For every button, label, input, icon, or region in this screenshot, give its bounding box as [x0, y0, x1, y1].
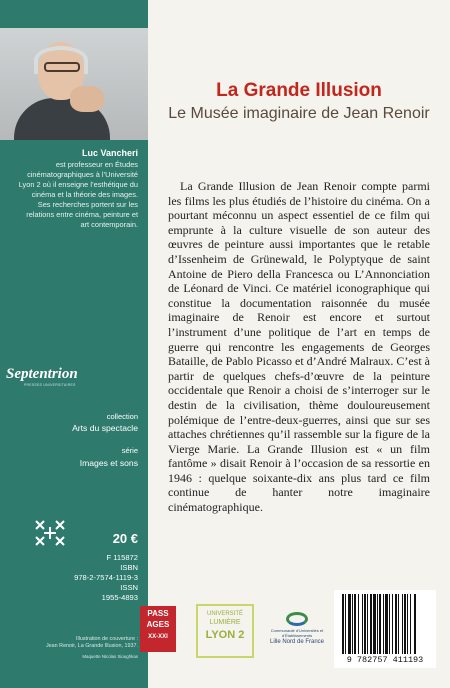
lille-logo — [262, 612, 332, 645]
author-name: Luc Vancheri — [81, 148, 138, 158]
collection-value: Arts du spectacle — [72, 423, 138, 433]
credit-line-3: Maquette Nicolas Sioughkas — [82, 654, 138, 659]
issn-value: 1955-4893 — [101, 593, 138, 602]
barcode — [334, 590, 436, 668]
pass-ages-line-2: AGES — [146, 620, 170, 629]
sidebar-panel — [0, 0, 148, 688]
publisher-tagline: PRESSES UNIVERSITAIRES — [24, 383, 76, 387]
credit-line-2: Jean Renoir, La Grande Illusion, 1937. — [45, 643, 138, 649]
pass-ages-logo — [140, 606, 176, 652]
barcode-number: 9 782757 411193 — [346, 655, 424, 665]
isbn-value: 978-2-7574-1119-3 — [74, 573, 138, 582]
serie-label: série — [121, 446, 138, 455]
pass-ages-line-3: XX-XXI — [148, 634, 168, 640]
issn-label: ISSN — [120, 583, 138, 592]
codes-block — [74, 553, 138, 603]
serie-value: Images et sons — [79, 458, 138, 468]
publisher-emblem-icon — [32, 517, 68, 549]
price: 20 € — [112, 531, 138, 546]
book-subtitle: Le Musée imaginaire de Jean Renoir — [168, 105, 430, 122]
lyon-line-3: LYON 2 — [205, 629, 245, 641]
collection-label: collection — [106, 412, 138, 421]
lyon-line-1: UNIVERSITÉ — [206, 611, 243, 617]
lille-line-2: Lille Nord de France — [269, 639, 325, 645]
book-title: La Grande Illusion — [216, 80, 382, 101]
lille-line-1: Communauté d’Universités et d’Établissements — [270, 628, 324, 638]
author-bio: est professeur en Études cinématographiques à l’Université Lyon 2 où il enseigne l’esthétique du cinéma et la théorie des images. Ses recherches portent sur les relations entre cinéma, peinture et art contemporain. — [18, 160, 138, 229]
author-photo — [0, 28, 148, 140]
credit-line-1: Illustration de couverture : — [75, 636, 138, 642]
lille-mark-icon — [286, 612, 308, 626]
lyon-line-2: LUMIÈRE — [209, 619, 241, 626]
pass-ages-line-1: PASS — [147, 609, 169, 618]
barcode-bars-icon — [340, 594, 430, 654]
publisher-logo: Septentrion — [6, 366, 78, 382]
code-f: F 115872 — [106, 553, 138, 562]
back-cover-blurb: La Grande Illusion de Jean Renoir compte parmi les films les plus étudiés de l’histoire du cinéma. On a pourtant méconnu un aspect essentiel de ce film qui emprunte à la culture visuelle de son auteur des œuvres de peinture aussi importantes que le retable d’Issenheim de Grünewald, le Polyptyque de saint Antoine de Piero della Francesca ou L’Annonciation de Léonard de Vinci. Ce matériel iconographique qui constitue la documentation raisonnée du musée imaginaire de Renoir est encore et surtout l’instrument d’une politique de l’art en temps de guerre qui rencontre les engagements de Georges Bataille, de Pablo Picasso et d’André Malraux. C’est à partir de quelques chefs-d’œuvre de la peinture occidentale que Renoir a choisi de s’interroger sur le destin de la civilisation, thème douloureusement polémique de l’entre-deux-guerres, ainsi que sur ses attaches chrétiennes qu’il rassemble sur la figure de la Vierge Marie. La Grande Illusion est « un film fantôme » disait Renoir à l’occasion de sa ressortie en 1946 : quelque soixante-dix ans plus tard ce film continue de hanter notre imaginaire cinématographique. — [168, 179, 430, 515]
isbn-label: ISBN — [120, 563, 138, 572]
cover-credit — [8, 636, 138, 660]
lyon2-logo — [196, 604, 254, 658]
